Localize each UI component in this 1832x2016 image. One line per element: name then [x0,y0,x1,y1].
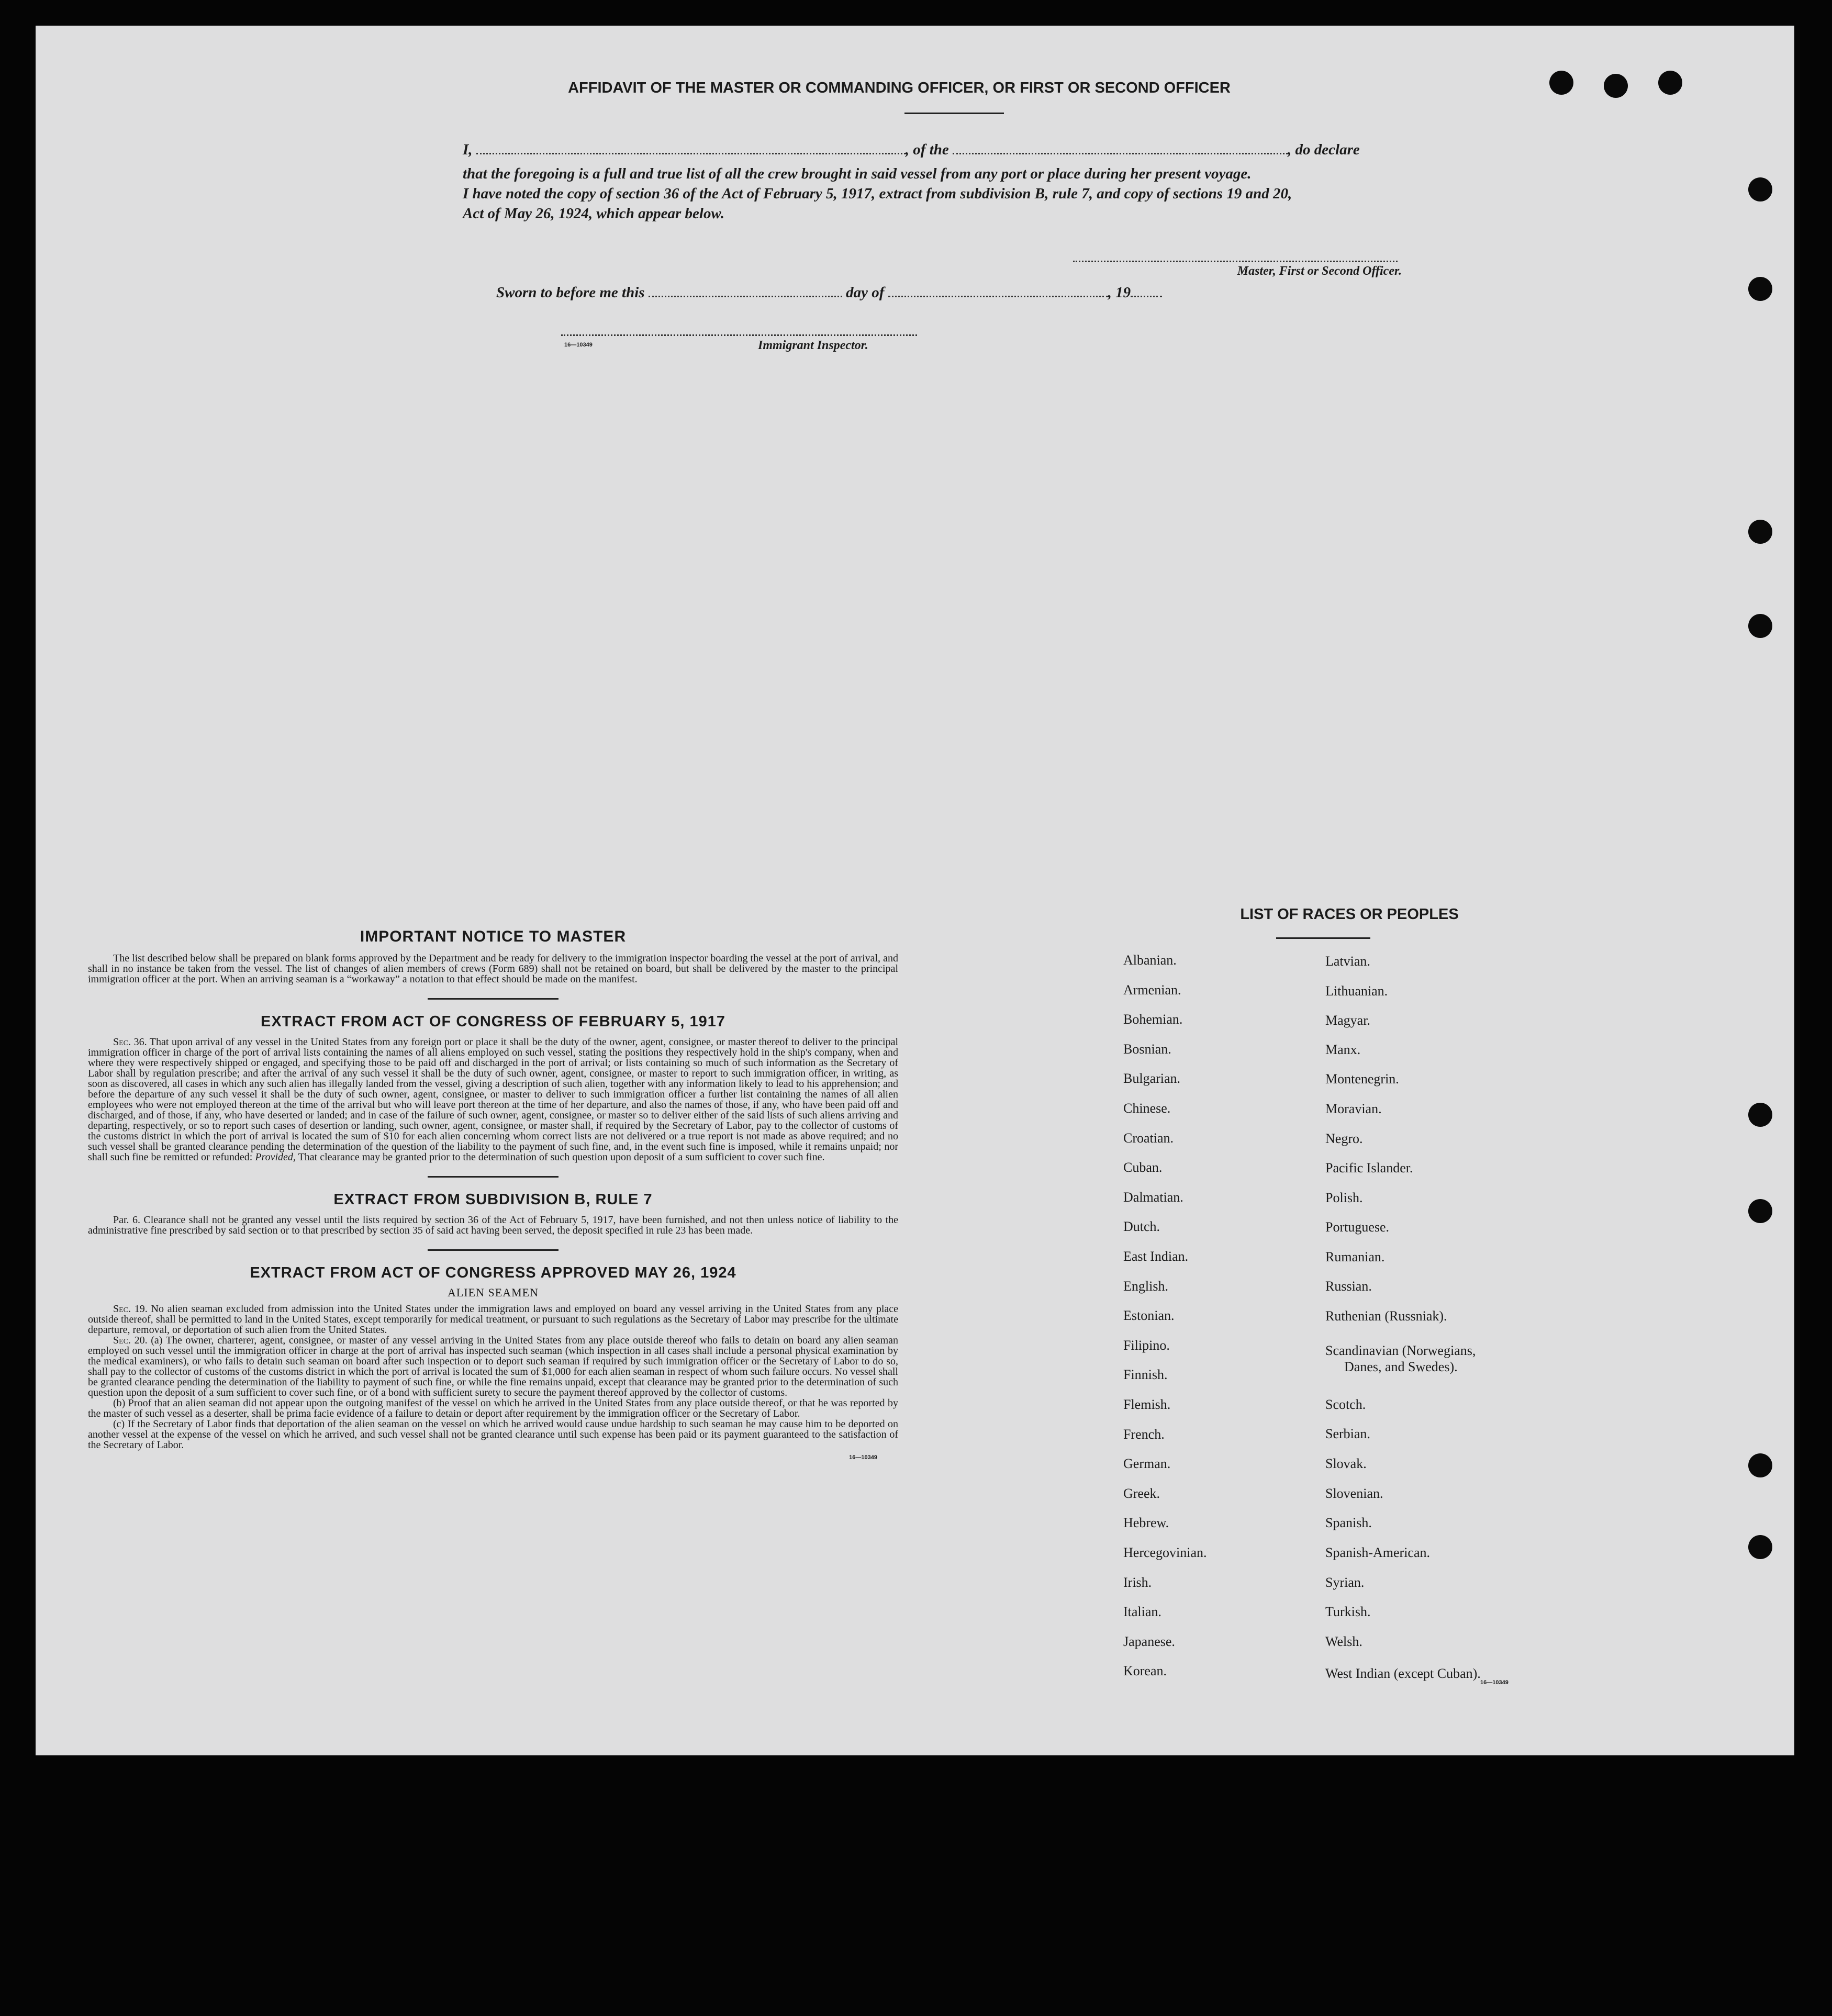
divider [428,1249,558,1251]
race-item: Chinese. [1123,1101,1171,1116]
binder-hole [1748,1453,1772,1477]
race-item: German. [1123,1456,1171,1472]
master-signature-line[interactable] [1073,261,1398,262]
sec19-lead: Sec. 19. [113,1303,148,1315]
race-item: Slovak. [1325,1456,1367,1471]
rule7-body: Par. 6. Clearance shall not be granted any vessel until the lists required by section 36 of the Act of February 5, 1917, have been furnished, and not then unless notice of liability to the administrative fine prescribed by said section or to that prescribed by section 35 of said act having been served, the deposit specified in rule 23 has been made. [88,1214,898,1236]
declaration-line [463,141,1447,159]
year-field[interactable] [1131,296,1162,297]
sec36-title: EXTRACT FROM ACT OF CONGRESS OF FEBRUARY 5, 1917 [260,1013,726,1030]
race-item: Russian. [1325,1279,1372,1294]
race-item: Irish. [1123,1574,1152,1590]
binder-hole [1748,1199,1772,1223]
name-field[interactable] [476,153,906,154]
race-item: Flemish. [1123,1397,1171,1412]
sec36-lead: Sec. 36. [113,1036,147,1048]
binder-hole [1748,520,1772,544]
race-item: Japanese. [1123,1633,1175,1649]
day-of-label: day of [846,284,885,301]
race-item: Armenian. [1123,982,1181,998]
master-signature-label: Master, First or Second Officer. [1237,264,1402,278]
declaration-line-4: Act of May 26, 1924, which appear below. [463,205,724,222]
binder-hole [1604,74,1628,98]
races-form-code: 16—10349 [1480,1679,1509,1686]
race-item: Albanian. [1123,953,1177,968]
race-item: Slovenian. [1325,1486,1383,1501]
do-declare-label: , do declare [1288,141,1360,158]
race-item: Turkish. [1325,1604,1371,1619]
race-item: Italian. [1123,1604,1161,1620]
race-item: Syrian. [1325,1575,1365,1590]
race-item: Bohemian. [1123,1012,1183,1027]
races-title: LIST OF RACES OR PEOPLES [1240,906,1459,923]
race-item: East Indian. [1123,1249,1189,1264]
vessel-field[interactable] [953,153,1288,154]
binder-hole [1748,177,1772,201]
form-code: 16—10349 [564,342,593,348]
race-item: Filipino. [1123,1337,1170,1353]
race-item: Lithuanian. [1325,983,1388,999]
sec19-text: No alien seaman excluded from admission into the United States under the immigration laws and employed on board any vessel arriving in the United States from any place outside thereof, shall be permitted to land in the United States, except temporarily for medical treatment, or pursuant to such regulations as the Secretary of Labor may prescribe for the ultimate departure, removal, or deportation of such alien from the United States. [88,1303,899,1336]
divider [428,1176,558,1178]
notice-form-code: 16—10349 [849,1454,877,1461]
race-item: Negro. [1325,1131,1363,1146]
race-item: Hercegovinian. [1123,1545,1207,1560]
race-item: Montenegrin. [1325,1071,1399,1087]
sec20b-body: (b) Proof that an alien seaman did not appear upon the outgoing manifest of the vessel on which he arrived in the United States from any place outside thereof, or that he was reported by the master of such vessel as a deserter, shall be prima facie evidence of a failure to detain or deport after requirement by the immigration officer or the Secretary of Labor. [88,1397,898,1419]
sec20c-body: (c) If the Secretary of Labor finds that deportation of the alien seaman on the vessel on which he arrived would cause undue hardship to such seaman he may cause him to be deported on another vessel at the expense of the vessel on which he arrived, and such vessel shall not be granted clearance until such expense has been paid or its payment guaranteed to the satisfaction of the Secretary of Labor. [88,1418,898,1451]
race-item: Greek. [1123,1485,1160,1501]
sec20-lead: Sec. 20. [113,1335,148,1346]
alien-seamen-heading: ALIEN SEAMEN [448,1286,539,1299]
race-item: Portuguese. [1325,1219,1390,1235]
divider [428,998,558,1000]
race-item: Danes, and Swedes). [1344,1359,1458,1374]
inspector-signature-label: Immigrant Inspector. [758,339,868,352]
declaration-line-3: I have noted the copy of section 36 of the Act of February 5, 1917, extract from subdivision B, rule 7, and copy of sections 19 and 20, [463,185,1292,202]
sec19-body [88,1304,898,1335]
race-item: Moravian. [1325,1101,1382,1116]
race-item: English. [1123,1278,1168,1294]
declaration-line-2: that the foregoing is a full and true list of all the crew brought in said vessel from any port or place during her present voyage. [463,165,1252,182]
notice-title: IMPORTANT NOTICE TO MASTER [360,928,627,945]
document-sheet [36,26,1794,1755]
race-item: French. [1123,1426,1165,1442]
race-item: Korean. [1123,1663,1167,1679]
sworn-line [496,284,1281,301]
race-item: Hebrew. [1123,1515,1169,1531]
inspector-signature-line[interactable] [561,334,917,336]
month-field[interactable] [888,296,1108,297]
race-item: West Indian (except Cuban). [1325,1666,1481,1681]
race-item: Estonian. [1123,1308,1175,1324]
day-field[interactable] [649,296,842,297]
race-item: Spanish. [1325,1515,1372,1530]
act1924-title: EXTRACT FROM ACT OF CONGRESS APPROVED MAY 26, 1924 [250,1264,736,1281]
race-item: Scandinavian (Norwegians, [1325,1343,1476,1358]
race-item: Pacific Islander. [1325,1160,1413,1175]
race-item: Scotch. [1325,1397,1366,1412]
divider [1276,937,1370,939]
race-item: Welsh. [1325,1634,1362,1649]
race-item: Serbian. [1325,1426,1370,1441]
race-item: Latvian. [1325,954,1370,969]
race-item: Dalmatian. [1123,1189,1183,1205]
notice-column [88,928,898,1461]
binder-hole [1748,1535,1772,1559]
notice-body: The list described below shall be prepared on blank forms approved by the Department and be ready for delivery to the immigration inspector boarding the vessel at the port of arrival, and shall in no instance be taken from the vessel. The list of changes of alien members of crews (Form 689) shall not be retained on board, but shall be delivered by the master to the principal immigration officer at the port. When an arriving seaman is a “workaway” a notation to that effect should be made on the manifest. [88,953,898,985]
sec20a-body [88,1335,898,1398]
sec36-end: That clearance may be granted prior to the determination of such question upon deposit of a sum sufficient to cover such fine. [298,1151,825,1163]
sec36-text: That upon arrival of any vessel in the United States from any foreign port or place it shall be the duty of the owner, agent, consignee, or master thereof to deliver to the principal immigration officer in charge of the port of arrival lists containing the names of all aliens employed on such vessel, stating the positions they respectively hold in the ship's company, when and where they were respectively shipped or engaged, and specifying those to be paid off and discharged in the port of arrival; or lists containing so much of such information as the Secretary of Labor shall by regulation prescribe; and after the arrival of any such vessel it shall be the duty of such owner, agent, consignee, or master to report to such immigration officer, in writing, as soon as discovered, all cases in which any such alien has illegally landed from the vessel, giving a description of such alien, together with any information likely to lead to his apprehension; and before the departure of any such vessel it shall be the duty of such owner, agent, consignee, or master to deliver to such immigration officer a further list containing the names of all alien employees who were not employed thereon at the time of the arrival but who will leave port thereon at the time of her departure, and also the names of those, if any, who have been paid off and discharged, and of those, if any, who have deserted or landed; and in case of the failure of such owner, agent, consignee, or master so to deliver either of the said lists of such aliens arriving and departing, respectively, or so to report such cases of desertion or landing, such owner, agent, consignee, or master shall, if required by the Secretary of Labor, pay to the collector of customs of the customs district in which the port of arrival is located the sum of $10 for each alien concerning whom correct lists are not delivered or a true report is not made as above required; and no such vessel shall be granted clearance pending the determination of the question of the liability to the payment of such fine, and, in the event such fine is imposed, while it remains unpaid; nor shall such fine be remitted or refunded: [88,1036,899,1163]
binder-hole [1658,71,1682,95]
affidavit-title: AFFIDAVIT OF THE MASTER OR COMMANDING OFFICER, OR FIRST OR SECOND OFFICER [568,80,1231,96]
race-item: Ruthenian (Russniak). [1325,1308,1447,1324]
race-item: Polish. [1325,1190,1363,1205]
race-item: Spanish-American. [1325,1545,1431,1560]
binder-hole [1748,614,1772,638]
sec36-provided: Provided, [255,1151,296,1163]
year-label: , 19 [1108,284,1131,301]
race-item: Rumanian. [1325,1249,1385,1264]
binder-hole [1748,1103,1772,1127]
race-item: Manx. [1325,1042,1361,1057]
of-the-label: , of the [905,141,949,158]
sworn-label: Sworn to before me this [496,284,645,301]
divider [904,113,1004,114]
declaration-text [463,164,1447,223]
binder-hole [1748,277,1772,301]
binder-hole [1549,71,1573,95]
sec20a-text: (a) The owner, charterer, agent, consignee, or master of any vessel arriving in the United States from any place outside thereof who fails to detain on board any alien seaman employed on such vessel until the immigration officer in charge at the port of arrival has inspected such seaman (which inspection in all cases shall include a personal physical examination by the medical examiners), or who fails to detain such seaman on board after such inspection or to deport such seaman if required by such immigration officer or the Secretary of Labor to do so, shall pay to the collector of customs of the customs district in which the port of arrival is located the sum of $1,000 for each alien seaman in respect of whom such failure occurs. No vessel shall be granted clearance pending the determination of the liability to payment of such fine, or while the fine remains unpaid, except that clearance may be granted prior to the determination of such question upon the deposit of a sum sufficient to cover such fine, or of a bond with sufficient surety to secure the payment thereof approved by the collector of customs. [88,1335,899,1398]
race-item: Finnish. [1123,1367,1168,1383]
race-item: Cuban. [1123,1160,1163,1175]
race-item: Dutch. [1123,1219,1160,1235]
sec36-body [88,1037,898,1162]
race-item: Croatian. [1123,1130,1174,1146]
race-item: Bosnian. [1123,1041,1171,1057]
race-item: Magyar. [1325,1013,1370,1028]
i-label: I, [463,141,473,158]
rule7-title: EXTRACT FROM SUBDIVISION B, RULE 7 [333,1191,653,1208]
race-item: Bulgarian. [1123,1071,1181,1087]
